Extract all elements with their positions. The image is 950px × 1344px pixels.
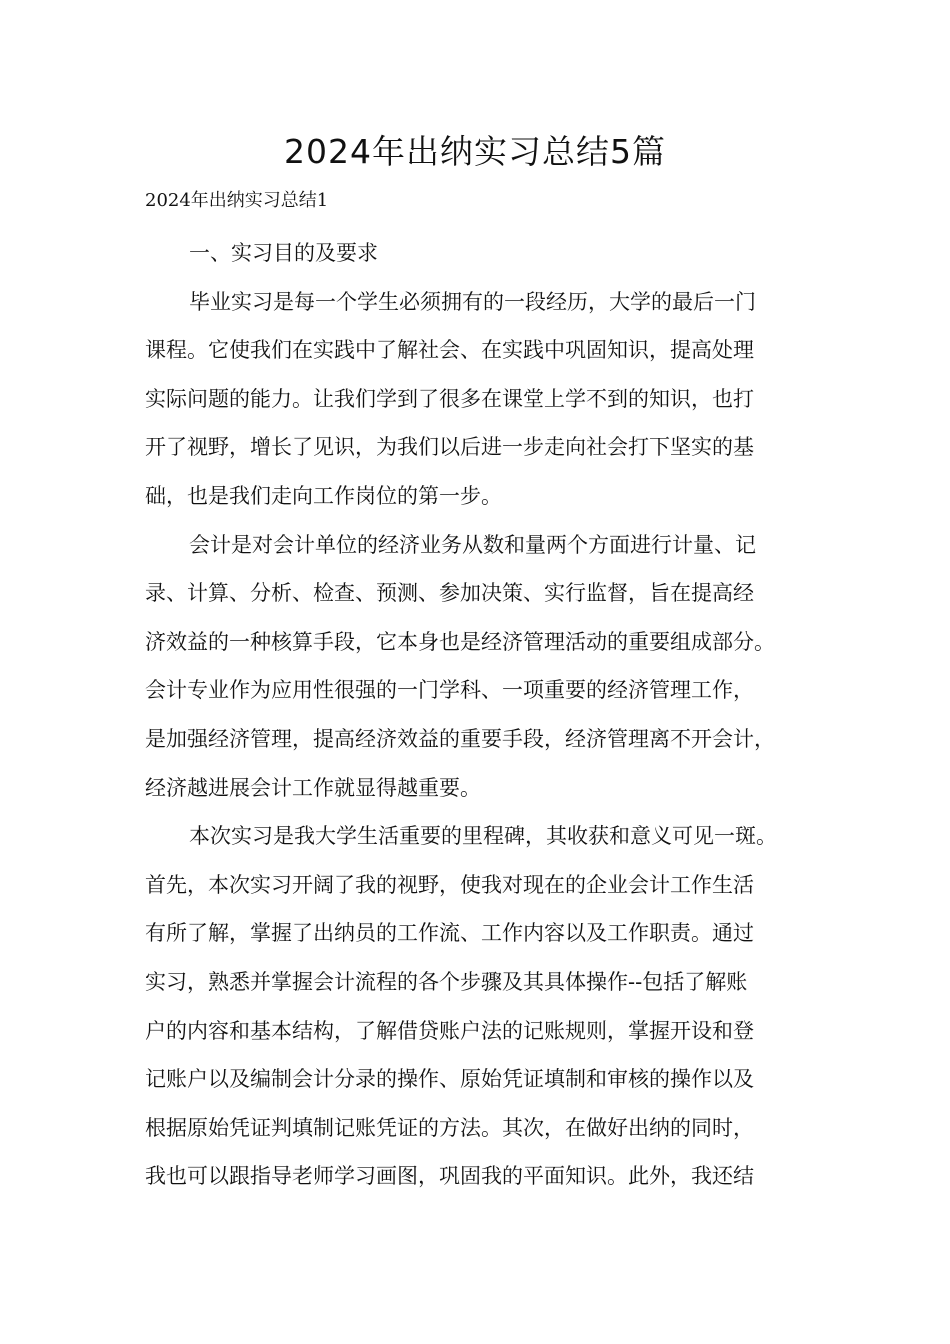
text-line: 是加强经济管理，提高经济效益的重要手段，经济管理离不开会计， bbox=[145, 726, 775, 751]
text-line: 实习，熟悉并掌握会计流程的各个步骤及其具体操作--包括了解账 bbox=[145, 969, 748, 994]
text-line: 录、计算、分析、检查、预测、参加决策、实行监督，旨在提高经 bbox=[145, 581, 754, 606]
text-line: 有所了解，掌握了出纳员的工作流、工作内容以及工作职责。通过 bbox=[145, 921, 754, 946]
text-line: 一、实习目的及要求 bbox=[189, 241, 378, 265]
text-line: 实际问题的能力。让我们学到了很多在课堂上学不到的知识，也打 bbox=[145, 386, 754, 411]
text-line: 记账户以及编制会计分录的操作、原始凭证填制和审核的操作以及 bbox=[145, 1067, 754, 1092]
text-line: 课程。它使我们在实践中了解社会、在实践中巩固知识，提高处理 bbox=[145, 338, 754, 363]
text-line: 首先，本次实习开阔了我的视野，使我对现在的企业会计工作生活 bbox=[145, 872, 754, 897]
text-line: 础，也是我们走向工作岗位的第一步。 bbox=[145, 483, 502, 508]
text-line: 济效益的一种核算手段，它本身也是经济管理活动的重要组成部分。 bbox=[145, 629, 775, 654]
text-line: 会计专业作为应用性很强的一门学科、一项重要的经济管理工作， bbox=[145, 678, 754, 703]
text-line: 户的内容和基本结构，了解借贷账户法的记账规则，掌握开设和登 bbox=[145, 1018, 754, 1043]
document-title: 2024年出纳实习总结5篇 bbox=[284, 132, 666, 171]
text-line: 根据原始凭证判填制记账凭证的方法。其次，在做好出纳的同时， bbox=[145, 1115, 754, 1140]
text-line: 我也可以跟指导老师学习画图，巩固我的平面知识。此外，我还结 bbox=[145, 1164, 754, 1189]
text-line: 会计是对会计单位的经济业务从数和量两个方面进行计量、记 bbox=[189, 532, 756, 557]
text-line: 本次实习是我大学生活重要的里程碑，其收获和意义可见一斑。 bbox=[189, 824, 777, 849]
text-line: 经济越进展会计工作就显得越重要。 bbox=[145, 775, 481, 800]
text-line: 毕业实习是每一个学生必须拥有的一段经历，大学的最后一门 bbox=[189, 289, 756, 314]
text-line: 开了视野，增长了见识，为我们以后进一步走向社会打下坚实的基 bbox=[145, 435, 754, 460]
document-body bbox=[145, 229, 835, 1201]
section-heading: 2024年出纳实习总结1 bbox=[145, 190, 329, 211]
